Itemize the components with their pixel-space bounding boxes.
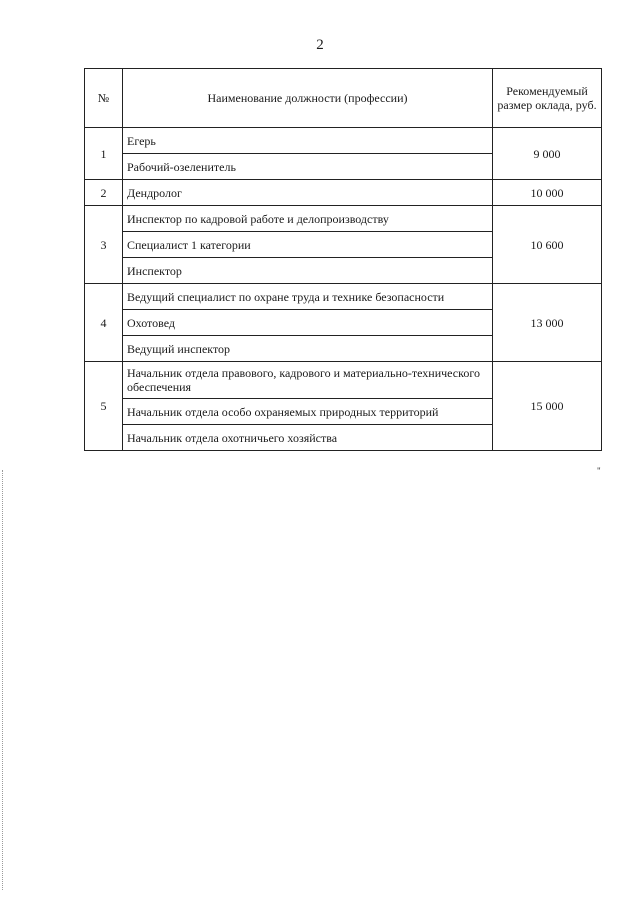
scan-edge-dots bbox=[2, 470, 5, 890]
position-name: Инспектор bbox=[123, 258, 493, 284]
salary-value: 10 000 bbox=[493, 180, 602, 206]
header-number: № bbox=[85, 69, 123, 128]
salary-value: 10 600 bbox=[493, 206, 602, 284]
page-number: 2 bbox=[316, 37, 324, 53]
position-name: Начальник отдела правового, кадрового и материально-технического обеспечения bbox=[123, 362, 493, 399]
position-name: Ведущий инспектор bbox=[123, 336, 493, 362]
table-row bbox=[85, 284, 602, 310]
header-salary: Рекомендуемый размер оклада, руб. bbox=[493, 69, 602, 128]
position-name: Охотовед bbox=[123, 310, 493, 336]
table-row bbox=[85, 206, 602, 232]
position-name: Егерь bbox=[123, 128, 493, 154]
closing-quote-mark: " bbox=[597, 466, 601, 476]
header-position-name: Наименование должности (профессии) bbox=[123, 69, 493, 128]
group-number: 5 bbox=[85, 362, 123, 451]
table-row bbox=[85, 180, 602, 206]
salary-table bbox=[84, 68, 602, 451]
position-name: Инспектор по кадровой работе и делопроизводству bbox=[123, 206, 493, 232]
group-number: 2 bbox=[85, 180, 123, 206]
position-name: Ведущий специалист по охране труда и технике безопасности bbox=[123, 284, 493, 310]
salary-value: 13 000 bbox=[493, 284, 602, 362]
table-header-row bbox=[85, 69, 602, 128]
table-row bbox=[85, 128, 602, 154]
table-row bbox=[85, 362, 602, 399]
position-name: Специалист 1 категории bbox=[123, 232, 493, 258]
position-name: Дендролог bbox=[123, 180, 493, 206]
group-number: 3 bbox=[85, 206, 123, 284]
position-name: Начальник отдела охотничьего хозяйства bbox=[123, 425, 493, 451]
position-name: Начальник отдела особо охраняемых природных территорий bbox=[123, 399, 493, 425]
salary-value: 15 000 bbox=[493, 362, 602, 451]
group-number: 1 bbox=[85, 128, 123, 180]
group-number: 4 bbox=[85, 284, 123, 362]
salary-value: 9 000 bbox=[493, 128, 602, 180]
position-name: Рабочий-озеленитель bbox=[123, 154, 493, 180]
